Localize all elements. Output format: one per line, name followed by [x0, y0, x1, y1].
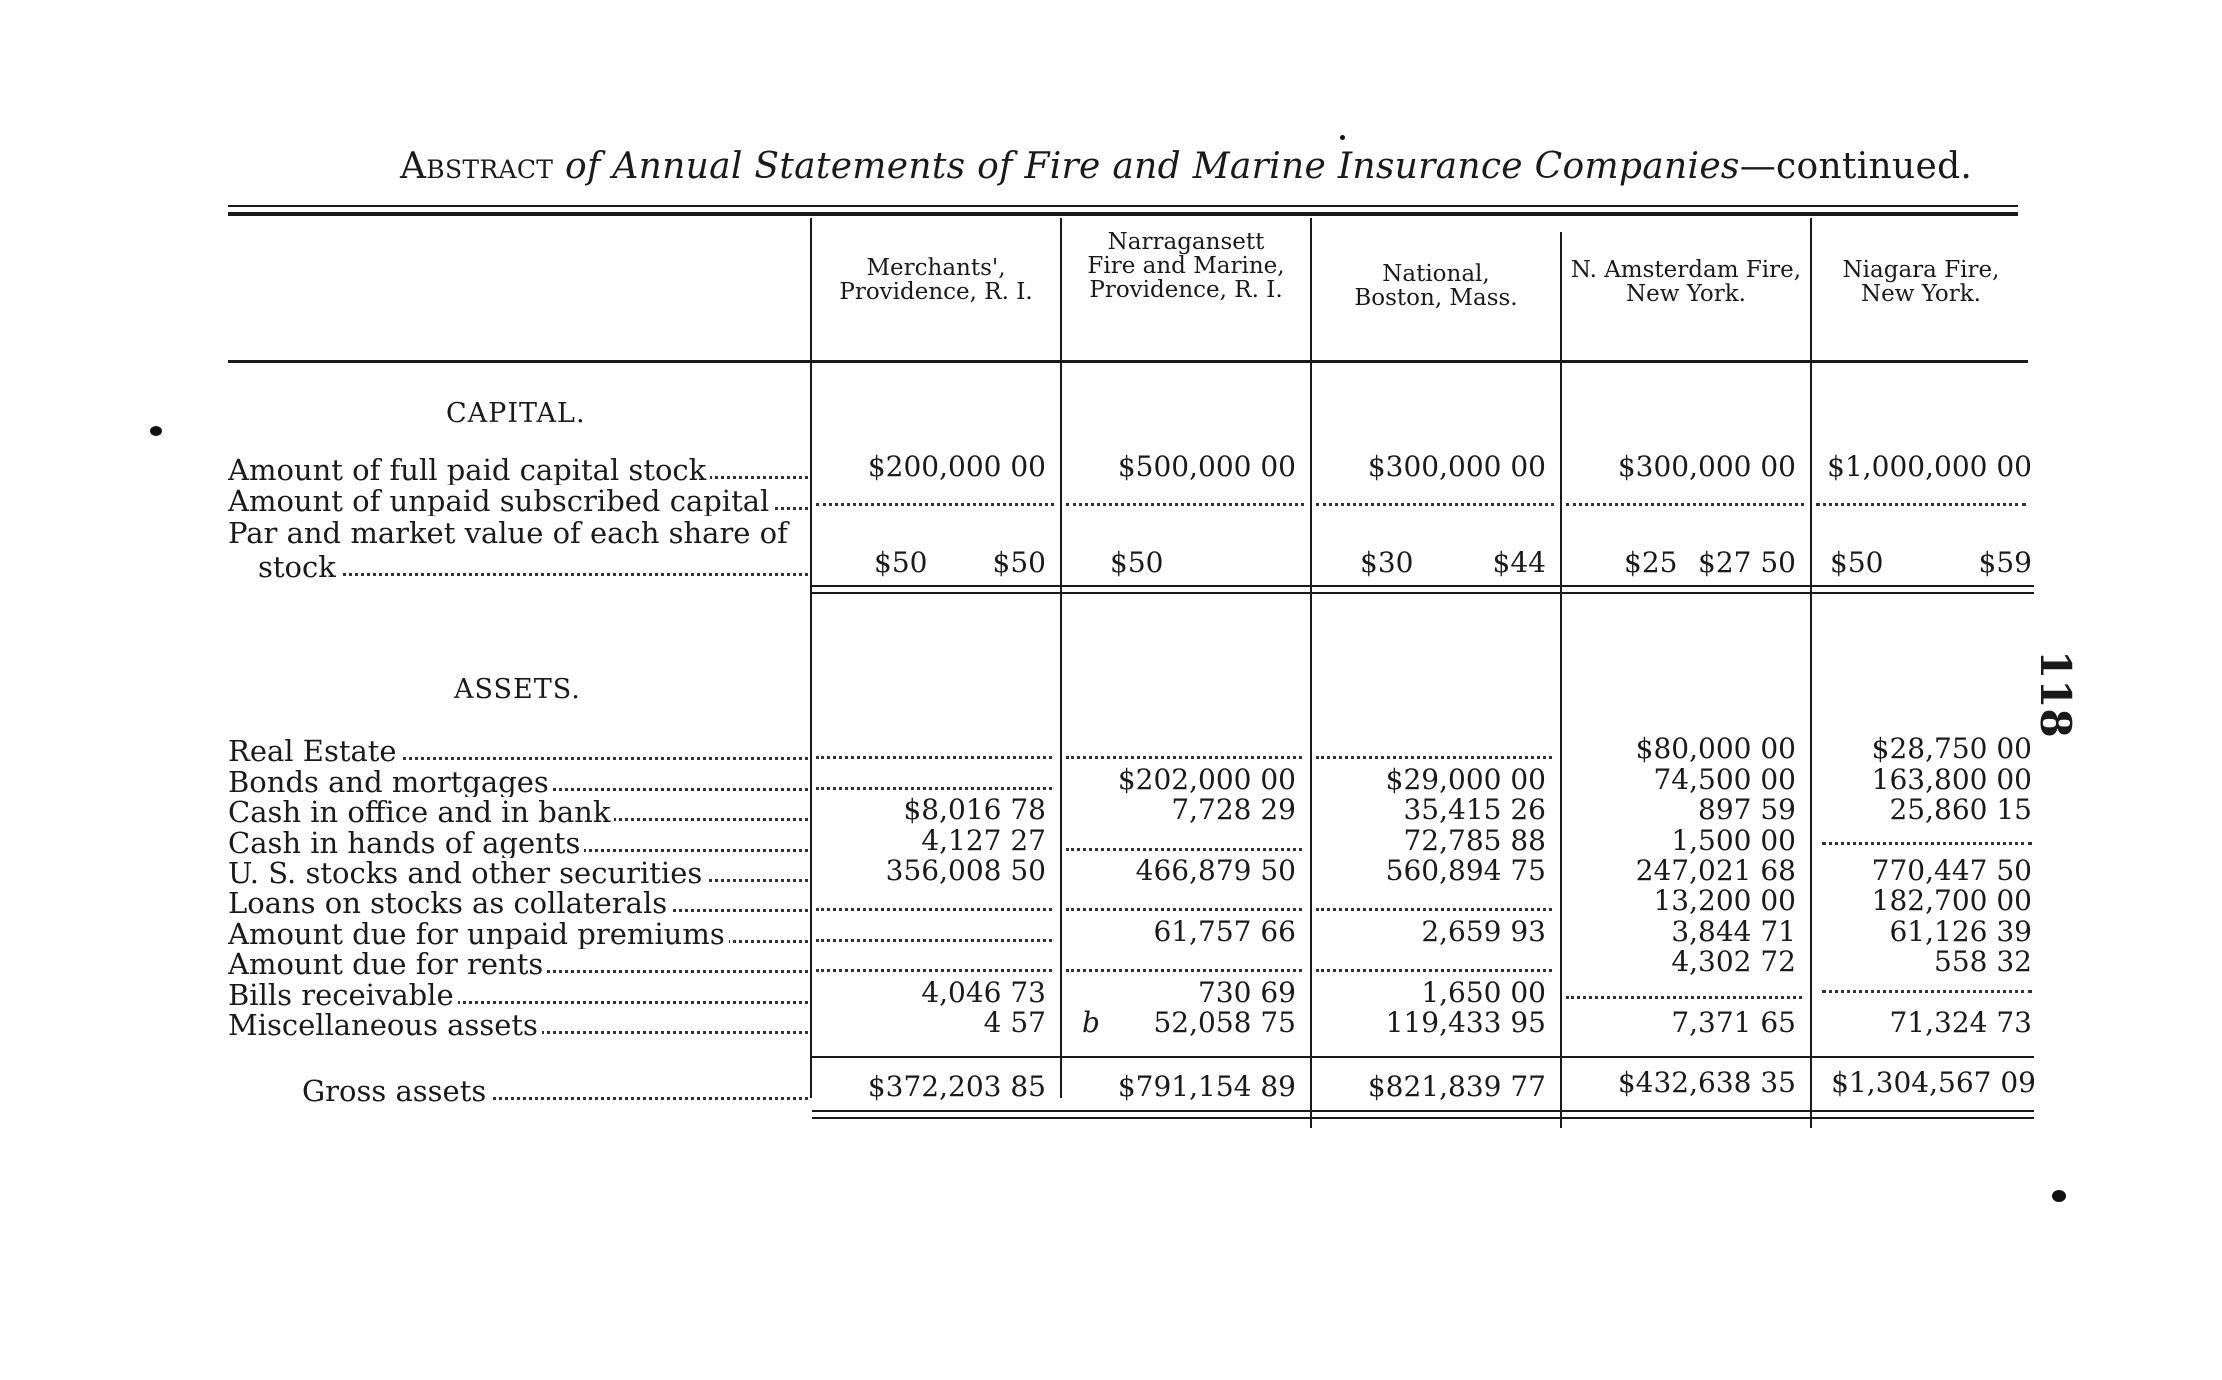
row-label-unpaid-premiums	[228, 919, 808, 949]
asset-value: 7,728 29	[1171, 793, 1296, 826]
par-value: $50	[1830, 546, 1884, 579]
empty-cell	[1066, 503, 1304, 506]
par-value: $30	[1360, 546, 1414, 579]
market-value: $27 50	[1698, 546, 1796, 579]
par-value: $50	[1110, 546, 1164, 579]
asset-value: 2,659 93	[1421, 915, 1546, 948]
row-label-par-market-cont	[258, 552, 808, 582]
column-header-line: Merchants',	[866, 255, 1006, 281]
asset-value: 163,800 00	[1871, 763, 2032, 796]
column-header-line: Fire and Marine,	[1087, 253, 1285, 279]
row-label-misc-assets	[228, 1010, 808, 1040]
capital-full-paid-value: $500,000 00	[1117, 450, 1296, 483]
empty-cell	[816, 939, 1052, 942]
capital-heading: CAPITAL.	[446, 398, 586, 429]
market-value: $50	[992, 546, 1046, 579]
empty-cell	[1316, 503, 1554, 506]
empty-cell	[816, 503, 1054, 506]
capital-rule	[812, 592, 2034, 594]
asset-value: 25,860 15	[1889, 793, 2032, 826]
column-divider	[1810, 218, 1812, 1128]
empty-cell	[1822, 842, 2032, 845]
header-rule	[228, 360, 2028, 363]
empty-cell	[1566, 996, 1802, 999]
row-label-bills-receivable	[228, 980, 808, 1010]
par-value: $25	[1624, 546, 1678, 579]
asset-value: 4,127 27	[921, 824, 1046, 857]
row-label-text: Amount of unpaid subscribed capital	[228, 486, 773, 516]
column-header-merchants	[814, 256, 1058, 304]
gross-assets-value: $432,638 35	[1617, 1066, 1796, 1099]
asset-value: 356,008 50	[885, 854, 1046, 887]
column-header-niagara	[1814, 258, 2028, 306]
empty-cell	[816, 756, 1052, 759]
empty-cell	[1066, 908, 1302, 911]
row-label-full-paid-capital	[228, 455, 808, 485]
empty-cell	[1566, 503, 1804, 506]
gross-assets-value: $791,154 89	[1117, 1070, 1296, 1103]
column-divider	[810, 218, 812, 1098]
empty-cell	[1316, 969, 1552, 972]
empty-cell	[816, 969, 1052, 972]
asset-value: 52,058 75	[1153, 1006, 1296, 1039]
row-label-cash-office	[228, 797, 808, 827]
asset-value: 4,046 73	[921, 976, 1046, 1009]
empty-cell	[816, 908, 1052, 911]
row-label-text: Par and market value of each share of	[228, 518, 792, 548]
title-main: Annual Statements of Fire and Marine Insurance Companies	[612, 146, 1740, 187]
row-label-bonds-mortgages	[228, 767, 808, 797]
capital-full-paid-value: $200,000 00	[867, 450, 1046, 483]
asset-value: 730 69	[1198, 976, 1296, 1009]
footnote-mark-b: b	[1082, 1006, 1100, 1039]
gross-assets-value: $372,203 85	[867, 1070, 1046, 1103]
asset-value: $29,000 00	[1385, 763, 1546, 796]
empty-cell	[1822, 990, 2032, 993]
row-label-text: Cash in office and in bank	[228, 797, 614, 827]
ink-speck	[150, 426, 162, 436]
row-label-us-stocks	[228, 858, 808, 888]
column-header-line: New York.	[1625, 281, 1746, 307]
row-label-loans-collaterals	[228, 888, 808, 918]
asset-value: 558 32	[1934, 945, 2032, 978]
row-label-par-market	[228, 518, 808, 548]
column-header-n-amsterdam	[1564, 258, 1808, 306]
row-label-text: U. S. stocks and other securities	[228, 858, 706, 888]
asset-value: 61,126 39	[1889, 915, 2032, 948]
row-label-text: stock	[258, 552, 340, 582]
capital-full-paid-value: $300,000 00	[1617, 450, 1796, 483]
empty-cell	[1066, 969, 1302, 972]
page-number: 118	[2031, 650, 2080, 738]
empty-cell	[1066, 848, 1302, 851]
ink-speck	[1340, 135, 1345, 140]
asset-value: 247,021 68	[1635, 854, 1796, 887]
row-label-unpaid-capital	[228, 486, 808, 516]
top-rule	[228, 205, 2018, 207]
asset-value: 61,757 66	[1153, 915, 1296, 948]
column-header-line: Providence, R. I.	[1089, 277, 1283, 303]
asset-value: 3,844 71	[1671, 915, 1796, 948]
column-header-line: Narragansett	[1107, 229, 1265, 255]
asset-value: 71,324 73	[1889, 1006, 2032, 1039]
row-label-text: Amount of full paid capital stock	[228, 455, 710, 485]
asset-value: 1,500 00	[1671, 824, 1796, 857]
column-header-line: National,	[1382, 261, 1490, 287]
row-label-text: Loans on stocks as collaterals	[228, 888, 671, 918]
row-label-rents	[228, 949, 808, 979]
asset-value: 35,415 26	[1403, 793, 1546, 826]
asset-value: 72,785 88	[1403, 824, 1546, 857]
asset-value: 182,700 00	[1871, 884, 2032, 917]
par-value: $50	[874, 546, 928, 579]
market-value: $59	[1978, 546, 2032, 579]
column-header-line: New York.	[1860, 281, 1981, 307]
capital-full-paid-value: $300,000 00	[1367, 450, 1546, 483]
title-continued: —continued.	[1739, 146, 1973, 187]
title-of: of	[553, 146, 613, 187]
empty-cell	[1316, 908, 1552, 911]
row-label-text: Amount due for rents	[228, 949, 547, 979]
empty-cell	[816, 787, 1052, 790]
column-header-line: Providence, R. I.	[839, 279, 1033, 305]
column-header-line: Boston, Mass.	[1354, 285, 1518, 311]
top-rule-thick	[228, 212, 2018, 216]
asset-value: 74,500 00	[1653, 763, 1796, 796]
column-header-line: Niagara Fire,	[1842, 257, 2000, 283]
row-label-gross-assets	[302, 1076, 808, 1106]
title-abstract: Abstract	[400, 146, 554, 187]
asset-value: 770,447 50	[1871, 854, 2032, 887]
asset-value: $28,750 00	[1871, 732, 2032, 765]
gross-assets-value: $821,839 77	[1367, 1070, 1546, 1103]
capital-full-paid-value: $1,000,000 00	[1827, 450, 2032, 483]
column-header-narragansett	[1064, 230, 1308, 302]
column-divider	[1060, 218, 1062, 1098]
bottom-rule	[812, 1110, 2034, 1112]
asset-value: $80,000 00	[1635, 732, 1796, 765]
row-label-real-estate	[228, 736, 808, 766]
asset-value: 13,200 00	[1653, 884, 1796, 917]
row-label-text: Bills receivable	[228, 980, 458, 1010]
asset-value: 560,894 75	[1385, 854, 1546, 887]
row-label-text: Real Estate	[228, 736, 401, 766]
empty-cell	[1066, 756, 1302, 759]
asset-value: $202,000 00	[1117, 763, 1296, 796]
row-label-text: Amount due for unpaid premiums	[228, 919, 729, 949]
row-label-text: Miscellaneous assets	[228, 1010, 542, 1040]
page-title	[400, 146, 1973, 187]
asset-value: 119,433 95	[1385, 1006, 1546, 1039]
asset-value: $8,016 78	[903, 793, 1046, 826]
market-value: $44	[1492, 546, 1546, 579]
asset-value: 4,302 72	[1671, 945, 1796, 978]
asset-value: 466,879 50	[1135, 854, 1296, 887]
asset-value: 4 57	[983, 1006, 1046, 1039]
asset-value: 897 59	[1698, 793, 1796, 826]
empty-cell	[1816, 503, 2026, 506]
row-label-cash-agents	[228, 828, 808, 858]
column-header-line: N. Amsterdam Fire,	[1570, 257, 1802, 283]
column-divider	[1560, 232, 1562, 1128]
asset-value: 1,650 00	[1421, 976, 1546, 1009]
assets-heading: ASSETS.	[454, 674, 581, 705]
row-label-text: Cash in hands of agents	[228, 828, 584, 858]
capital-rule	[812, 585, 2034, 587]
row-label-text: Bonds and mortgages	[228, 767, 553, 797]
column-divider	[1310, 218, 1312, 1128]
empty-cell	[1316, 756, 1552, 759]
asset-value: 7,371 65	[1671, 1006, 1796, 1039]
row-label-text: Gross assets	[302, 1076, 490, 1106]
gross-assets-value: $1,304,567 09	[1831, 1066, 2036, 1099]
ink-speck	[2052, 1190, 2066, 1202]
sum-rule	[812, 1056, 2034, 1058]
bottom-rule	[812, 1117, 2034, 1119]
column-header-national	[1314, 262, 1558, 310]
